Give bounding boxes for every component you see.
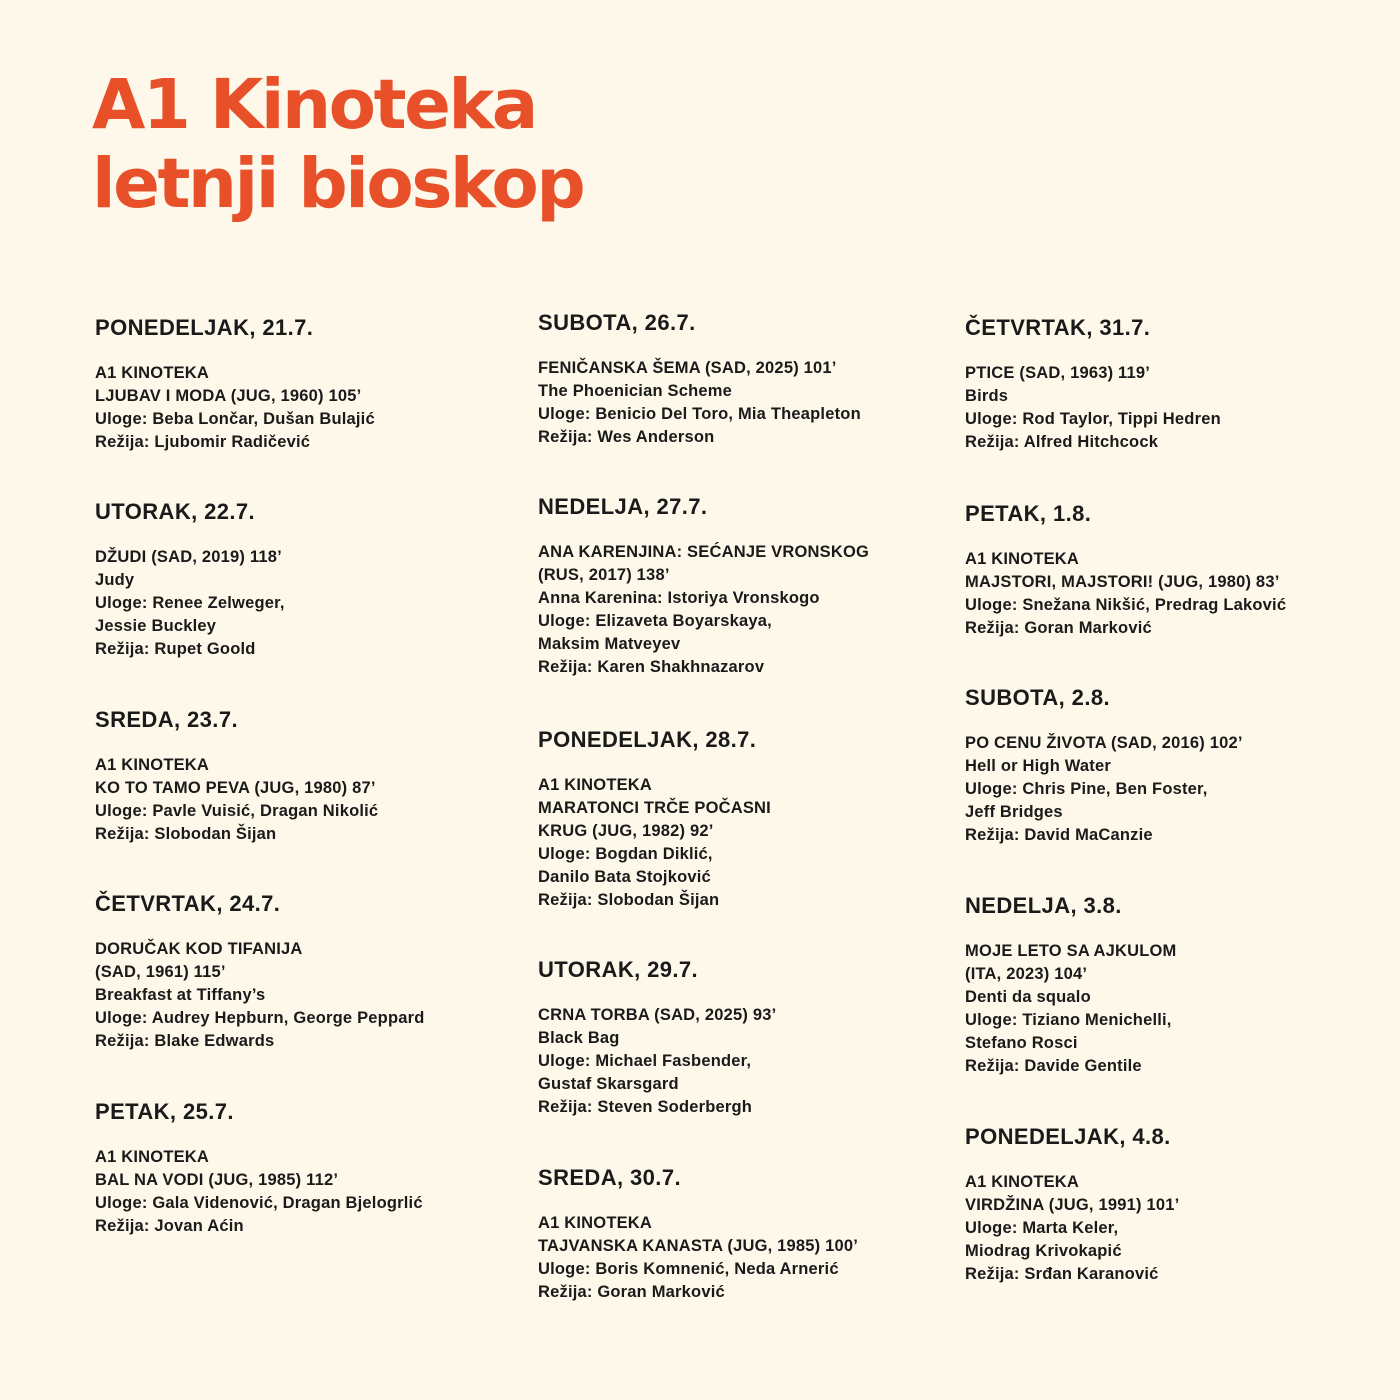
screening-detail-line: Režija: Steven Soderbergh <box>538 1098 753 1116</box>
screening-day: UTORAK, 29.7. <box>538 957 699 982</box>
screening-detail-line: Režija: Davide Gentile <box>965 1057 1142 1075</box>
screening-detail-line: DORUČAK KOD TIFANIJA <box>95 940 303 958</box>
screening-detail-line: A1 KINOTEKA <box>95 756 210 774</box>
screening-detail-line: Uloge: Michael Fasbender, <box>538 1052 752 1070</box>
screening-detail-line: PTICE (SAD, 1963) 119’ <box>965 364 1151 382</box>
screening-detail-line: MARATONCI TRČE POČASNI <box>538 799 771 817</box>
screening-detail-line: Black Bag <box>538 1029 620 1047</box>
screening-detail-line: LJUBAV I MODA (JUG, 1960) 105’ <box>95 387 362 405</box>
screening-entry <box>965 1124 1385 1286</box>
screening-detail-line: The Phoenician Scheme <box>538 382 733 400</box>
screening-entry <box>95 499 515 661</box>
screening-detail-line: TAJVANSKA KANASTA (JUG, 1985) 100’ <box>538 1237 859 1255</box>
screening-detail-line: A1 KINOTEKA <box>965 1173 1080 1191</box>
screening-detail-line: Uloge: Bogdan Diklić, <box>538 845 713 863</box>
screening-detail-line: Danilo Bata Stojković <box>538 868 711 886</box>
screening-detail-line: Miodrag Krivokapić <box>965 1242 1122 1260</box>
screening-entry <box>95 1099 515 1238</box>
screening-entry <box>965 315 1385 454</box>
screening-detail-line: Uloge: Chris Pine, Ben Foster, <box>965 780 1208 798</box>
screening-detail-line: Uloge: Boris Komnenić, Neda Arnerić <box>538 1260 839 1278</box>
screening-detail-line: Uloge: Elizaveta Boyarskaya, <box>538 612 772 630</box>
screening-day: NEDELJA, 27.7. <box>538 494 708 519</box>
screening-entry <box>965 893 1385 1078</box>
screening-detail-line: Stefano Rosci <box>965 1034 1078 1052</box>
screening-day: PONEDELJAK, 4.8. <box>965 1124 1171 1149</box>
screening-detail-line: (SAD, 1961) 115’ <box>95 963 226 981</box>
screening-detail-line: Režija: Wes Anderson <box>538 428 715 446</box>
screening-detail-line: Režija: Goran Marković <box>538 1283 725 1301</box>
screening-detail-line: Režija: Slobodan Šijan <box>538 891 720 909</box>
screening-detail-line: MAJSTORI, MAJSTORI! (JUG, 1980) 83’ <box>965 573 1280 591</box>
screening-detail-line: ANA KARENJINA: SEĆANJE VRONSKOG <box>538 543 870 561</box>
screening-detail-line: (RUS, 2017) 138’ <box>538 566 670 584</box>
screening-detail-line: A1 KINOTEKA <box>95 1148 210 1166</box>
screening-detail-line: Režija: Blake Edwards <box>95 1032 275 1050</box>
screening-detail-line: Gustaf Skarsgard <box>538 1075 679 1093</box>
screening-day: PONEDELJAK, 21.7. <box>95 315 314 340</box>
screening-detail-line: Jessie Buckley <box>95 617 217 635</box>
screening-day: UTORAK, 22.7. <box>95 499 256 524</box>
screening-day: SREDA, 23.7. <box>95 707 238 732</box>
page-title <box>92 66 583 224</box>
screening-detail-line: KRUG (JUG, 1982) 92’ <box>538 822 714 840</box>
screening-detail-line: CRNA TORBA (SAD, 2025) 93’ <box>538 1006 777 1024</box>
screening-day: ČETVRTAK, 31.7. <box>965 315 1151 340</box>
screening-detail-line: MOJE LETO SA AJKULOM <box>965 942 1177 960</box>
screening-day: NEDELJA, 3.8. <box>965 893 1122 918</box>
screening-detail-line: Režija: Ljubomir Radičević <box>95 433 311 451</box>
screening-day: SREDA, 30.7. <box>538 1165 681 1190</box>
title-line-1: A1 Kinoteka <box>92 65 536 145</box>
screening-detail-line: Hell or High Water <box>965 757 1112 775</box>
screening-detail-line: Uloge: Pavle Vuisić, Dragan Nikolić <box>95 802 379 820</box>
screening-detail-line: DŽUDI (SAD, 2019) 118’ <box>95 548 282 566</box>
screening-entry <box>95 891 515 1053</box>
screening-entry <box>965 685 1385 847</box>
screening-detail-line: Režija: David MaCanzie <box>965 826 1153 844</box>
screening-detail-line: Uloge: Marta Keler, <box>965 1219 1119 1237</box>
screening-entry <box>538 727 958 912</box>
screening-detail-line: Uloge: Rod Taylor, Tippi Hedren <box>965 410 1221 428</box>
screening-detail-line: Anna Karenina: Istoriya Vronskogo <box>538 589 820 607</box>
screening-detail-line: Denti da squalo <box>965 988 1091 1006</box>
screening-day: PETAK, 25.7. <box>95 1099 234 1124</box>
screening-entry <box>538 494 958 679</box>
screening-detail-line: Režija: Jovan Aćin <box>95 1217 244 1235</box>
screening-detail-line: Režija: Rupet Goold <box>95 640 256 658</box>
screening-entry <box>538 957 958 1119</box>
screening-detail-line: A1 KINOTEKA <box>965 550 1080 568</box>
screening-entry <box>95 707 515 846</box>
title-line-2: letnji bioskop <box>92 144 584 224</box>
screening-day: ČETVRTAK, 24.7. <box>95 891 281 916</box>
screening-detail-line: KO TO TAMO PEVA (JUG, 1980) 87’ <box>95 779 376 797</box>
screening-detail-line: Uloge: Renee Zelweger, <box>95 594 285 612</box>
screening-detail-line: A1 KINOTEKA <box>95 364 210 382</box>
screening-detail-line: Breakfast at Tiffany’s <box>95 986 266 1004</box>
screening-detail-line: Maksim Matveyev <box>538 635 681 653</box>
screening-detail-line: PO CENU ŽIVOTA (SAD, 2016) 102’ <box>965 734 1243 752</box>
screening-day: SUBOTA, 2.8. <box>965 685 1110 710</box>
screening-day: SUBOTA, 26.7. <box>538 310 696 335</box>
screening-entry <box>965 501 1385 640</box>
screening-detail-line: Jeff Bridges <box>965 803 1063 821</box>
screening-detail-line: Režija: Srđan Karanović <box>965 1265 1159 1283</box>
screening-detail-line: Judy <box>95 571 135 589</box>
screening-detail-line: FENIČANSKA ŠEMA (SAD, 2025) 101’ <box>538 359 837 377</box>
screening-detail-line: (ITA, 2023) 104’ <box>965 965 1088 983</box>
screening-detail-line: Uloge: Tiziano Menichelli, <box>965 1011 1172 1029</box>
screening-entry <box>538 310 958 449</box>
screening-detail-line: Režija: Karen Shakhnazarov <box>538 658 765 676</box>
screening-detail-line: BAL NA VODI (JUG, 1985) 112’ <box>95 1171 339 1189</box>
screening-detail-line: Birds <box>965 387 1009 405</box>
screening-entry <box>95 315 515 454</box>
screening-detail-line: Uloge: Beba Lončar, Dušan Bulajić <box>95 410 375 428</box>
screening-detail-line: A1 KINOTEKA <box>538 1214 653 1232</box>
screening-detail-line: VIRDŽINA (JUG, 1991) 101’ <box>965 1196 1180 1214</box>
screening-detail-line: Uloge: Gala Videnović, Dragan Bjelogrlić <box>95 1194 423 1212</box>
screening-day: PONEDELJAK, 28.7. <box>538 727 757 752</box>
screening-entry <box>538 1165 958 1304</box>
screening-detail-line: A1 KINOTEKA <box>538 776 653 794</box>
screening-detail-line: Režija: Slobodan Šijan <box>95 825 277 843</box>
screening-detail-line: Uloge: Audrey Hepburn, George Peppard <box>95 1009 425 1027</box>
screening-detail-line: Režija: Goran Marković <box>965 619 1152 637</box>
screening-detail-line: Uloge: Benicio Del Toro, Mia Theapleton <box>538 405 861 423</box>
screening-day: PETAK, 1.8. <box>965 501 1092 526</box>
screening-detail-line: Uloge: Snežana Nikšić, Predrag Laković <box>965 596 1287 614</box>
screening-detail-line: Režija: Alfred Hitchcock <box>965 433 1159 451</box>
